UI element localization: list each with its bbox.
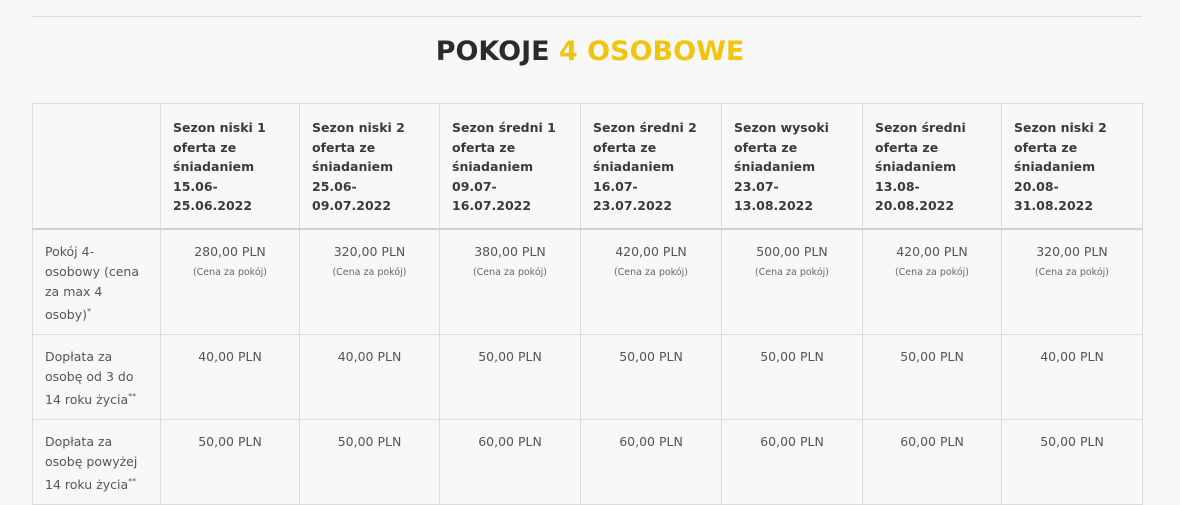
column-header: Sezon niski 2 oferta ze śniadaniem 25.06-09.07.2022 xyxy=(300,104,440,229)
table-row xyxy=(33,335,1143,420)
page-title xyxy=(0,36,1180,67)
table-row xyxy=(33,229,1143,335)
table-row xyxy=(33,420,1143,505)
price-cell: 420,00 PLN (Cena za pokój) xyxy=(863,229,1002,335)
price-cell: 50,00 PLN xyxy=(1002,420,1143,505)
footnote-mark: ** xyxy=(128,477,137,486)
price-cell: 60,00 PLN xyxy=(440,420,581,505)
column-header: Sezon niski 1 oferta ze śniadaniem 15.06-25.06.2022 xyxy=(161,104,300,229)
price-cell: 500,00 PLN (Cena za pokój) xyxy=(722,229,863,335)
price-cell: 380,00 PLN (Cena za pokój) xyxy=(440,229,581,335)
corner-cell xyxy=(33,104,161,229)
row-label: Dopłata za osobę powyżej 14 roku życia** xyxy=(33,420,161,505)
price-note: (Cena za pokój) xyxy=(754,266,830,278)
divider xyxy=(32,16,1142,17)
price-cell: 50,00 PLN xyxy=(161,420,300,505)
price-note: (Cena za pokój) xyxy=(472,266,548,278)
table-header-row xyxy=(33,104,1143,229)
column-header: Sezon średni oferta ze śniadaniem 13.08-20.08.2022 xyxy=(863,104,1002,229)
price-cell: 40,00 PLN xyxy=(1002,335,1143,420)
price-note: (Cena za pokój) xyxy=(894,266,970,278)
price-cell: 50,00 PLN xyxy=(440,335,581,420)
price-cell: 320,00 PLN (Cena za pokój) xyxy=(1002,229,1143,335)
title-accent: 4 OSOBOWE xyxy=(559,36,745,67)
column-header: Sezon średni 1 oferta ze śniadaniem 09.07-16.07.2022 xyxy=(440,104,581,229)
title-prefix: POKOJE xyxy=(435,36,550,67)
price-cell: 50,00 PLN xyxy=(722,335,863,420)
price-note: (Cena za pokój) xyxy=(613,266,689,278)
column-header: Sezon średni 2 oferta ze śniadaniem 16.07-23.07.2022 xyxy=(581,104,722,229)
price-note: (Cena za pokój) xyxy=(332,266,407,278)
price-table xyxy=(32,103,1143,505)
row-label: Dopłata za osobę od 3 do 14 roku życia** xyxy=(33,335,161,420)
price-cell: 50,00 PLN xyxy=(300,420,440,505)
price-cell: 50,00 PLN xyxy=(863,335,1002,420)
column-header: Sezon wysoki oferta ze śniadaniem 23.07-13.08.2022 xyxy=(722,104,863,229)
price-cell: 50,00 PLN xyxy=(581,335,722,420)
footnote-mark: * xyxy=(87,306,92,316)
price-cell: 280,00 PLN (Cena za pokój) xyxy=(161,229,300,335)
price-cell: 40,00 PLN xyxy=(161,335,300,420)
column-header: Sezon niski 2 oferta ze śniadaniem 20.08-31.08.2022 xyxy=(1002,104,1143,229)
price-cell: 320,00 PLN (Cena za pokój) xyxy=(300,229,440,335)
price-cell: 60,00 PLN xyxy=(581,420,722,505)
price-cell: 420,00 PLN (Cena za pokój) xyxy=(581,229,722,335)
price-note: (Cena za pokój) xyxy=(192,266,268,278)
price-cell: 40,00 PLN xyxy=(300,335,440,420)
price-note: (Cena za pokój) xyxy=(1034,266,1110,278)
row-label: Pokój 4- osobowy (cena za max 4 osoby)* xyxy=(33,229,161,335)
price-cell: 60,00 PLN xyxy=(863,420,1002,505)
footnote-mark: ** xyxy=(128,392,137,401)
price-cell: 60,00 PLN xyxy=(722,420,863,505)
